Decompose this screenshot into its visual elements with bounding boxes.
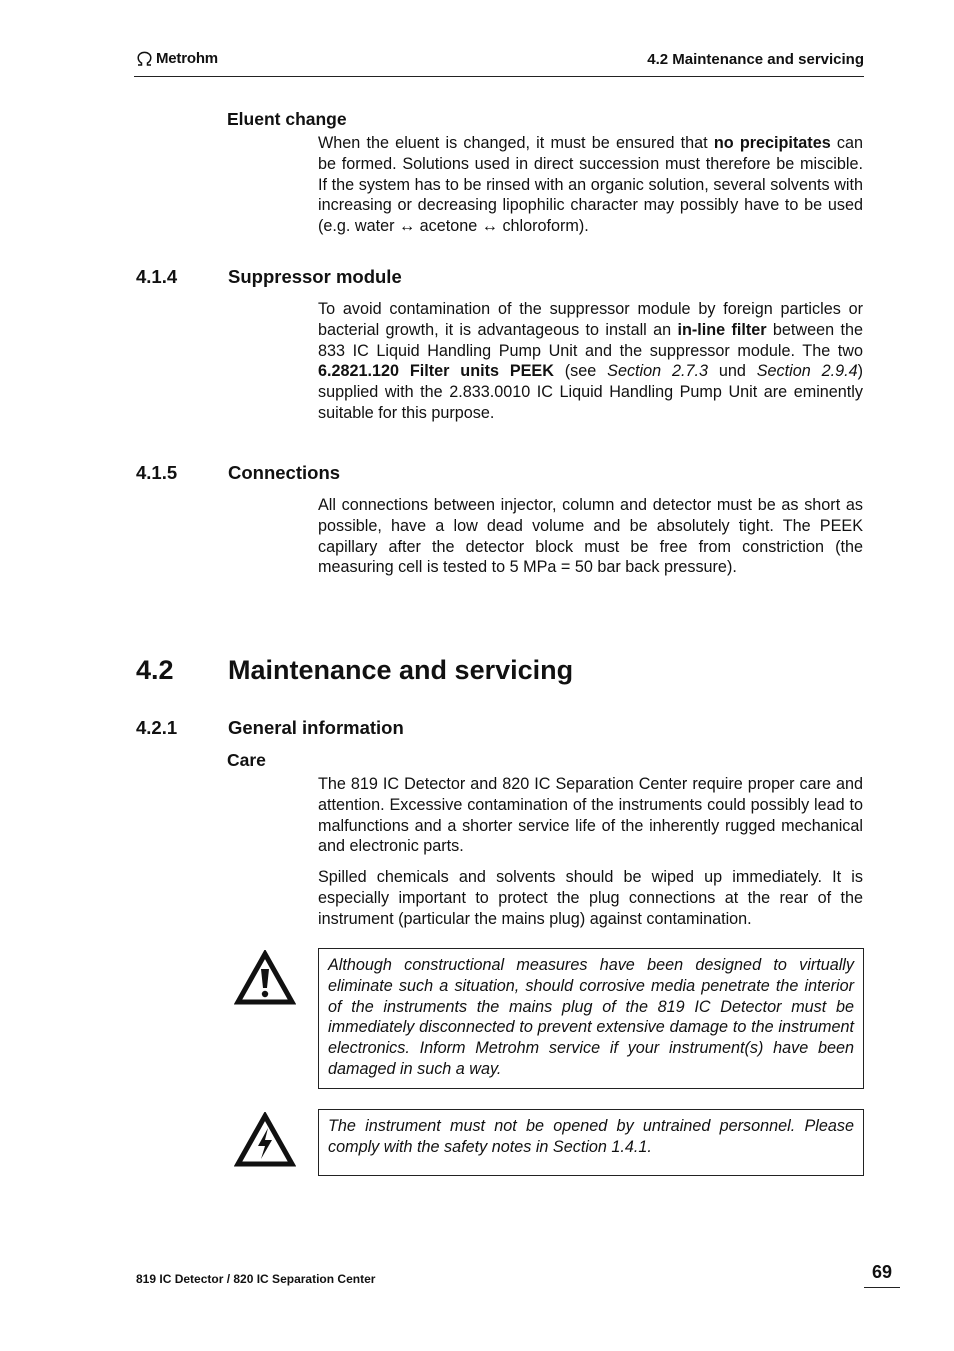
header-rule xyxy=(134,76,864,77)
section-number: 4.1.5 xyxy=(136,462,178,483)
section-4-1-4-heading xyxy=(136,266,636,290)
electrical-notice-box: The instrument must not be opened by untrained personnel. Please comply with the safety notes in Section 1.4.1. xyxy=(318,1109,864,1176)
brand-name: Metrohm xyxy=(156,50,218,67)
suppressor-paragraph: To avoid contamination of the suppressor module by foreign particles or bacterial growth, it is advantageous to install an in-line filter between the 833 IC Liquid Handling Pump Unit and the suppressor module. The two 6.2821.120 Filter units PEEK (see Section 2.7.3 und Section 2.9.4) supplied with the 2.833.0010 IC Liquid Handling Pump Unit are eminently suitable for this purpose. xyxy=(318,300,863,422)
connections-paragraph: All connections between injector, column and detector must be as short as possible, have a low dead volume and be absolutely tight. The PEEK capillary after the detector block must be free from constriction (the measuring cell is tested to 5 MPa = 50 bar back pressure). xyxy=(318,496,863,577)
care-paragraph-1: The 819 IC Detector and 820 IC Separation Center require proper care and attention. Excessive contamination of the instruments could possibly lead to malfunctions and a shorter service life of the inherently rugged mechanical and electronic parts. xyxy=(318,775,863,856)
section-title: Maintenance and servicing xyxy=(228,655,574,685)
caution-notice-box: Although constructional measures have been designed to virtually eliminate such a situation, should corrosive media penetrate the interior of the instruments the mains plug of the 819 IC Detector must be immediately disconnected to prevent extensive damage to the instrument electronics. Inform Metrohm service if your instrument(s) have been damaged in such a way. xyxy=(318,948,864,1089)
section-title: Suppressor module xyxy=(228,266,402,287)
no-precipitates-emphasis: no precipitates xyxy=(713,134,831,152)
omega-logo-icon xyxy=(136,51,153,66)
section-4-1-5-heading xyxy=(136,462,636,486)
section-number: 4.2 xyxy=(136,655,174,685)
section-number: 4.1.4 xyxy=(136,266,178,287)
running-header-title: 4.2 Maintenance and servicing xyxy=(647,51,864,68)
section-4-2-heading xyxy=(136,655,736,689)
section-title: General information xyxy=(228,717,404,738)
section-number: 4.2.1 xyxy=(136,717,178,738)
care-paragraph-2: Spilled chemicals and solvents should be wiped up immediately. It is especially important to protect the plug connections at the rear of the instrument (particular the mains plug) against contamination. xyxy=(318,868,863,928)
section-4-2-1-heading xyxy=(136,717,636,741)
warning-triangle-icon xyxy=(234,950,296,1006)
footer-product-name: 819 IC Detector / 820 IC Separation Center xyxy=(136,1272,376,1286)
electrical-hazard-icon xyxy=(234,1112,296,1168)
eluent-change-heading: Eluent change xyxy=(227,109,347,129)
page-number: 69 xyxy=(864,1262,900,1288)
care-heading: Care xyxy=(227,750,266,770)
section-title: Connections xyxy=(228,462,341,483)
brand-logo xyxy=(136,50,218,67)
eluent-change-paragraph: When the eluent is changed, it must be ensured that no precipitates can be formed. Solutions used in direct succession must therefore be miscible. If the system has to be rinsed with an organic solution, several solvents with increasing or decreasing lipophilic character may possibly have to be used (e.g. water ↔ acetone ↔ chloroform). xyxy=(318,134,864,236)
